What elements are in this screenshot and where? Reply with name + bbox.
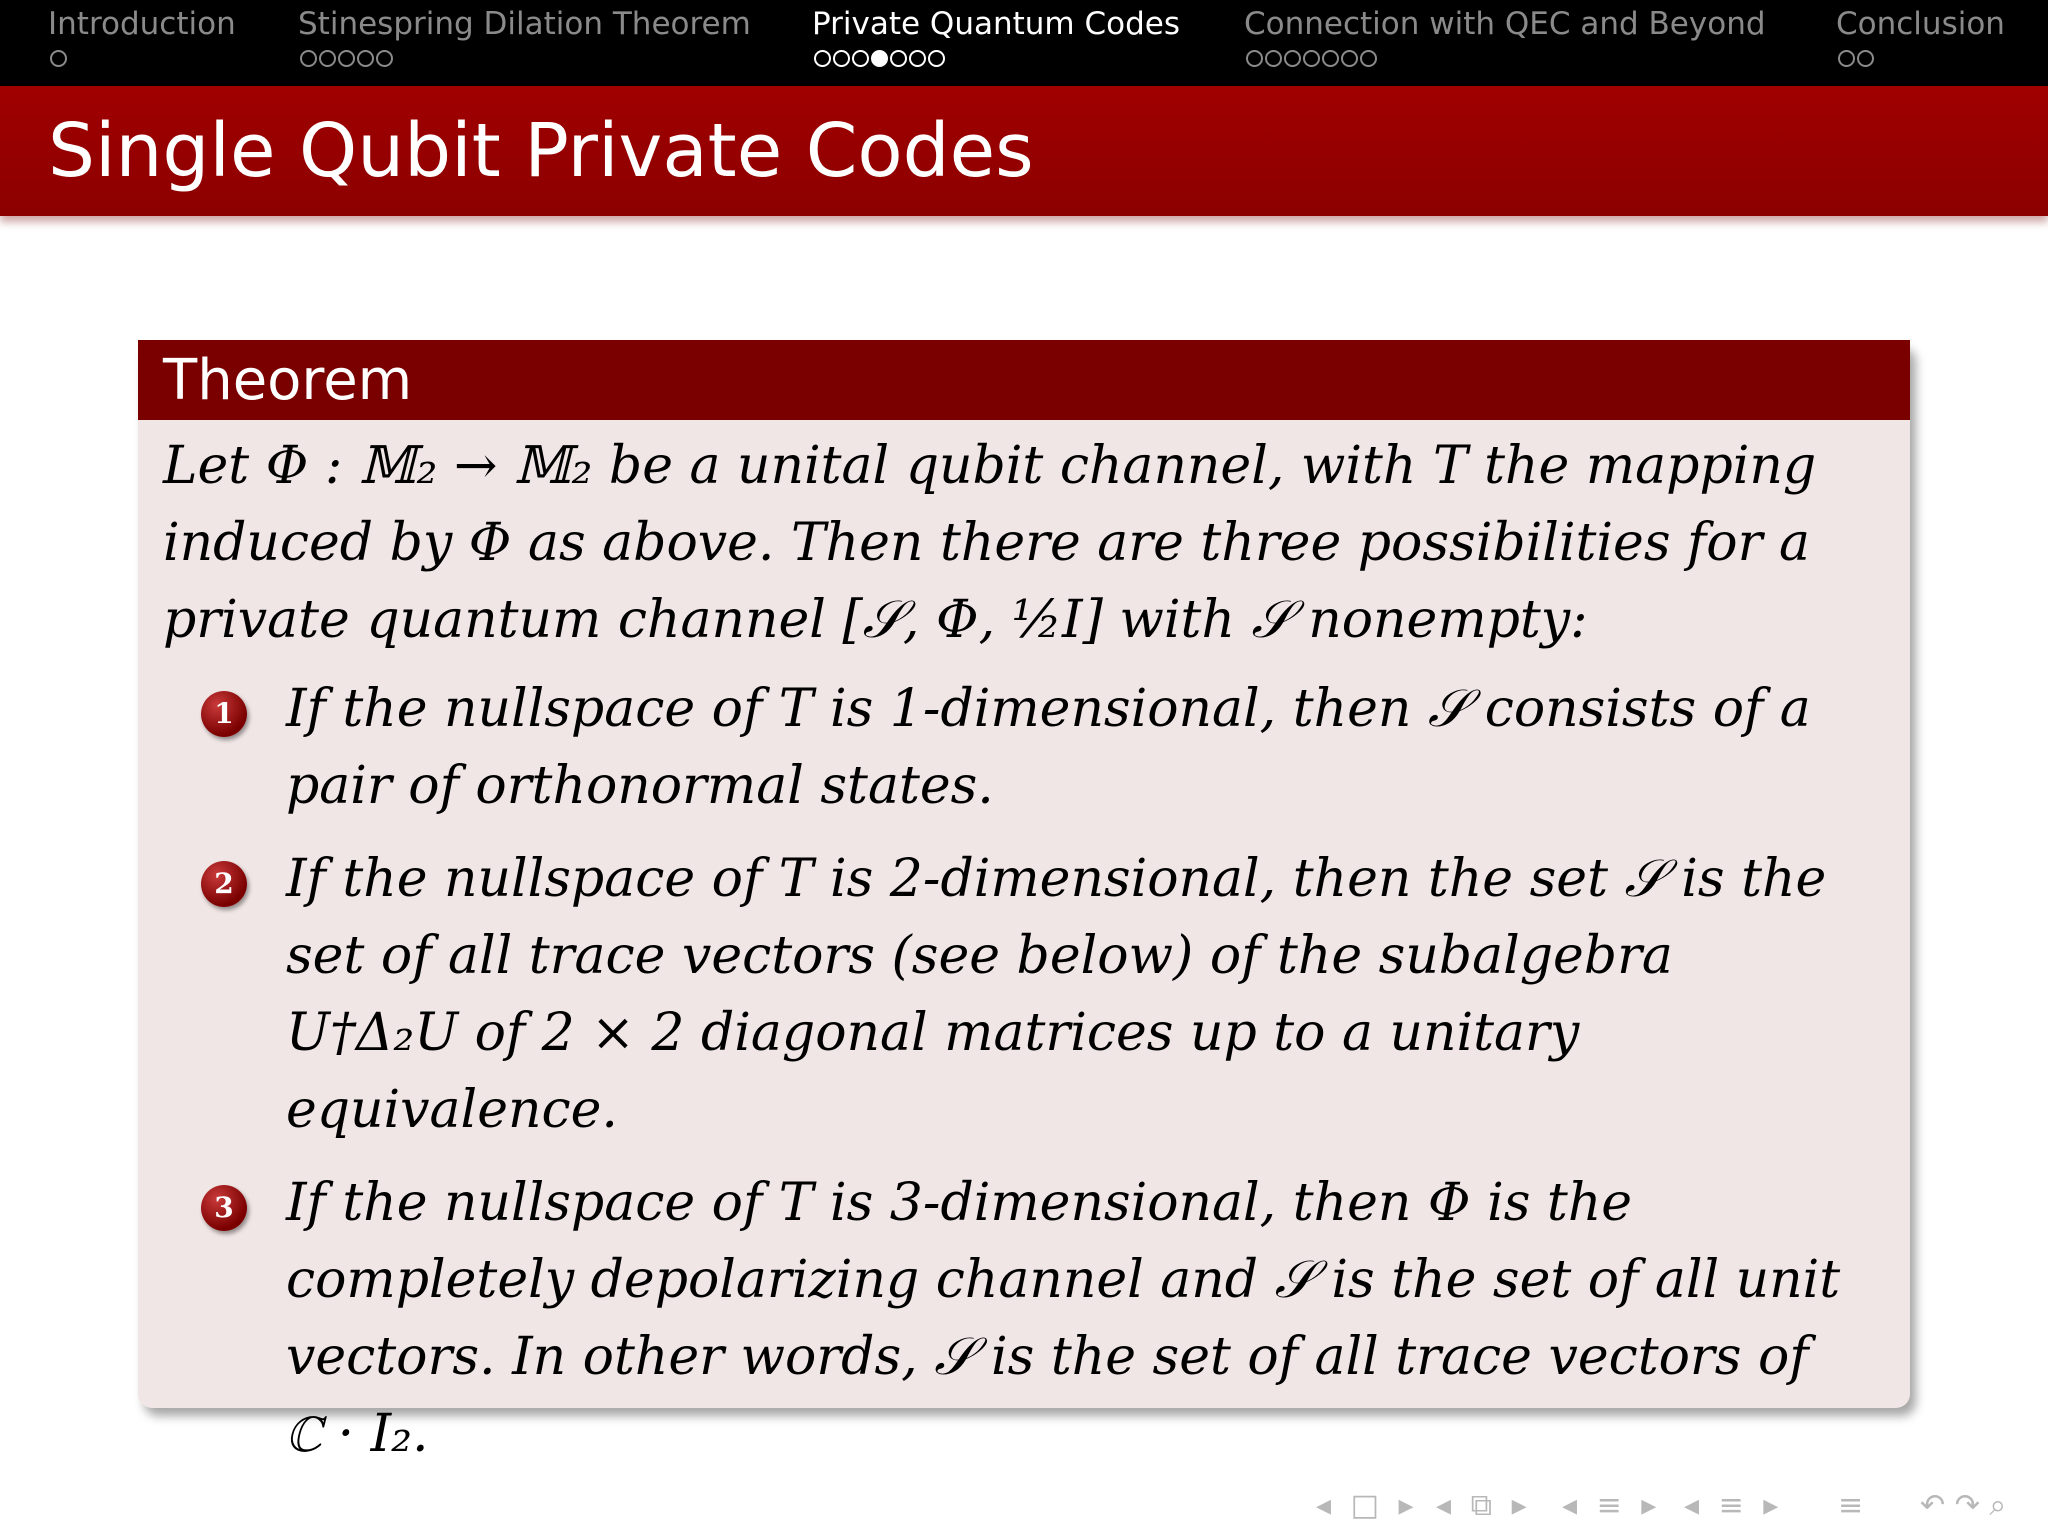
nav-section-title[interactable]: Conclusion [1836,6,2005,42]
previous-subsection-arrow-icon[interactable]: ◂ [1436,1488,1452,1523]
theorem-block-header [138,340,1910,420]
frame-dot[interactable] [1838,50,1855,67]
frame-dot[interactable] [1857,50,1874,67]
item-text: If the nullspace of T is 2-dimensional, then the set 𝒮 is the set of all trace vectors (see below) of the subalgebra U†Δ₂U of 2 × 2 diagonal matrices up to a unitary equivalence. [286,849,1827,1140]
section-navigation-bar [0,0,2048,86]
section-icon[interactable]: ≡ [1596,1488,1622,1523]
list-item [163,671,1860,825]
theorem-body [163,428,1860,1489]
nav-section-title[interactable]: Connection with QEC and Beyond [1244,6,1766,42]
item-text: If the nullspace of T is 3-dimensional, then Φ is the completely depolarizing channel and 𝒮 is the set of all unit vectors. In other words, 𝒮 is the set of all trace vectors of ℂ · I₂. [286,1173,1841,1464]
search-icon[interactable]: ⌕ [1989,1488,2007,1523]
document-navigation [1838,1488,1863,1524]
nav-frame-dots [50,50,69,72]
item-number-badge: 1 [201,691,247,737]
theorem-intro: Let Φ : 𝕄₂ → 𝕄₂ be a unital qubit channel, with T the mapping induced by Φ as above. Then there are three possibilities for a private quantum channel [𝒮, Φ, ½I] with 𝒮 nonempty: [163,436,1817,650]
frame-dot[interactable] [376,50,393,67]
theorem-cases-list [163,671,1860,1473]
frame-title-bar [0,86,2048,216]
frame-dot[interactable] [814,50,831,67]
search-navigation [1920,1488,2006,1524]
frame-dot[interactable] [1265,50,1282,67]
next-frame-arrow-icon[interactable]: ▸ [1398,1488,1414,1523]
frame-dot[interactable] [890,50,907,67]
theorem-heading: Theorem [163,348,413,413]
frame-dot[interactable] [909,50,926,67]
nav-frame-dots [300,50,395,72]
nav-frame-dots [1838,50,1876,72]
item-number-badge: 2 [201,861,247,907]
frame-dot[interactable] [50,50,67,67]
item-number-badge: 3 [201,1185,247,1231]
frame-dot[interactable] [1246,50,1263,67]
section-navigation [1562,1488,1656,1524]
frame-dot[interactable] [1341,50,1358,67]
previous-part-arrow-icon[interactable]: ◂ [1684,1488,1700,1523]
nav-section-title[interactable]: Stinespring Dilation Theorem [298,6,751,42]
frame-dot[interactable] [852,50,869,67]
previous-section-arrow-icon[interactable]: ◂ [1562,1488,1578,1523]
nav-section-title[interactable]: Introduction [48,6,236,42]
document-icon[interactable]: ≡ [1838,1488,1864,1523]
theorem-block [138,340,1910,1464]
list-item [163,841,1860,1149]
part-navigation [1684,1488,1778,1524]
previous-frame-arrow-icon[interactable]: ◂ [1316,1488,1332,1523]
next-section-arrow-icon[interactable]: ▸ [1641,1488,1657,1523]
frame-dot[interactable] [1303,50,1320,67]
nav-frame-dots [1246,50,1379,72]
frame-dot[interactable] [1322,50,1339,67]
item-text: If the nullspace of T is 1-dimensional, then 𝒮 consists of a pair of orthonormal states. [286,679,1811,816]
frame-dot[interactable] [357,50,374,67]
frame-dot[interactable] [300,50,317,67]
current-frame-dot[interactable] [871,50,888,67]
nav-section-title[interactable]: Private Quantum Codes [812,6,1180,42]
part-icon[interactable]: ≡ [1718,1488,1744,1523]
subsection-navigation [1436,1488,1527,1524]
frame-dot[interactable] [1284,50,1301,67]
frame-dot[interactable] [319,50,336,67]
next-part-arrow-icon[interactable]: ▸ [1763,1488,1779,1523]
frame-navigation [1316,1488,1414,1524]
frame-dot[interactable] [833,50,850,67]
frame-icon[interactable]: □ [1350,1488,1379,1523]
nav-frame-dots [814,50,947,72]
frame-dot[interactable] [1360,50,1377,67]
frame-title: Single Qubit Private Codes [48,108,1034,194]
list-item [163,1165,1860,1473]
next-subsection-arrow-icon[interactable]: ▸ [1511,1488,1527,1523]
frame-dot[interactable] [338,50,355,67]
subsection-icon[interactable]: ⧉ [1470,1488,1493,1523]
back-icon[interactable]: ↶ [1920,1488,1946,1523]
frame-dot[interactable] [928,50,945,67]
forward-icon[interactable]: ↷ [1954,1488,1980,1523]
